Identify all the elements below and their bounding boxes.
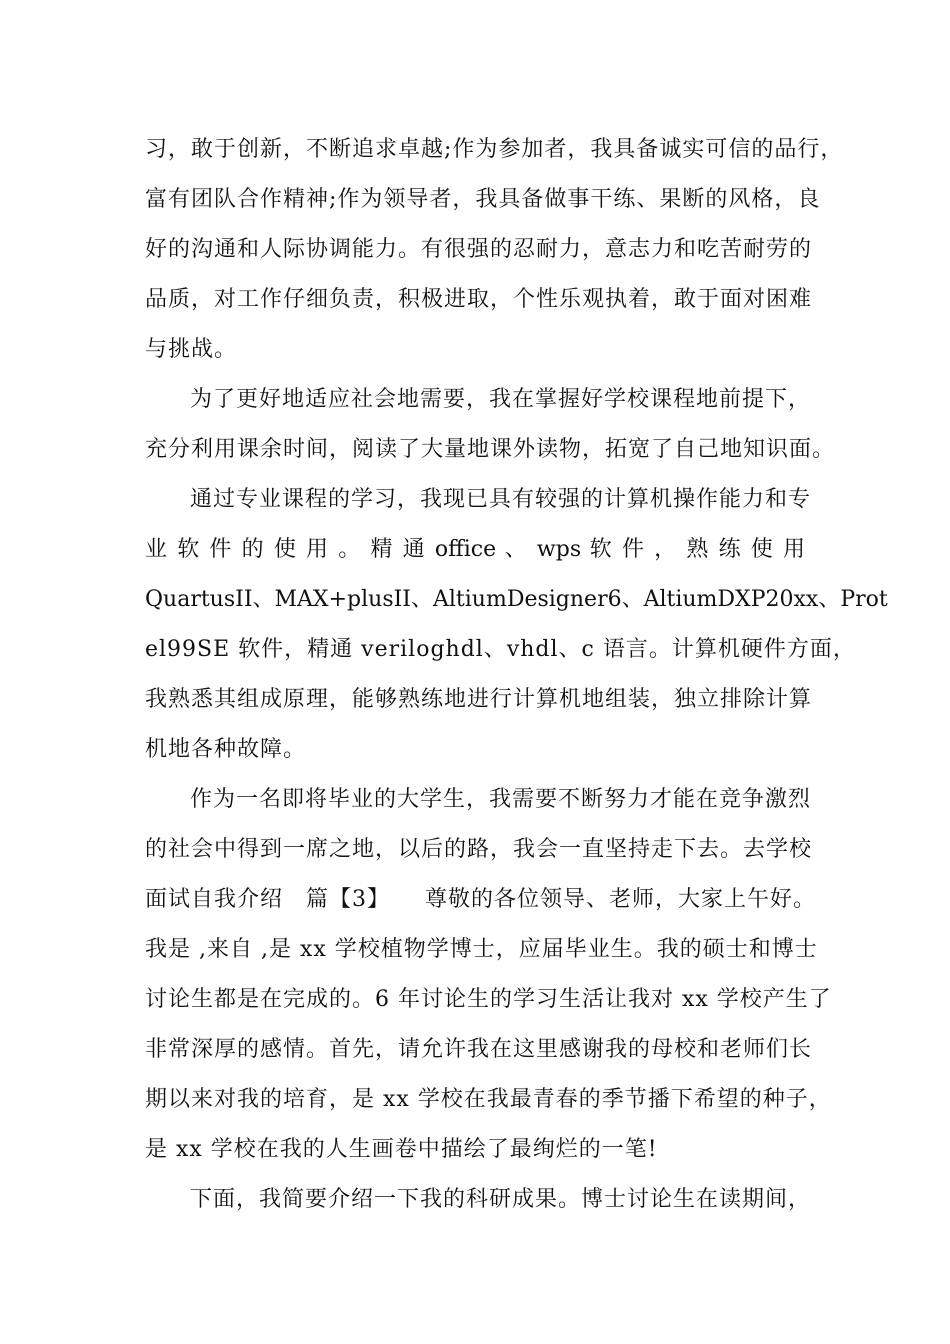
text-line: 我熟悉其组成原理，能够熟练地进行计算机地组装，独立排除计算	[145, 687, 813, 712]
text-line: 与挑战。	[145, 337, 238, 362]
text-line: 充分利用课余时间，阅读了大量地课外读物，拓宽了自己地知识面。	[145, 437, 836, 462]
text-line: QuartusII、MAX+plusII、AltiumDesigner6、AltiumDXP20xx、Prot	[145, 587, 888, 612]
text-line: 习，敢于创新，不断追求卓越;作为参加者，我具备诚实可信的品行，	[145, 137, 844, 162]
text-line: 我是 ,来自 ,是 xx 学校植物学博士，应届毕业生。我的硕士和博士	[145, 937, 818, 962]
text-line: 是 xx 学校在我的人生画卷中描绘了最绚烂的一笔!	[145, 1137, 658, 1162]
text-line: 讨论生都是在完成的。6 年讨论生的学习生活让我对 xx 学校产生了	[145, 987, 832, 1012]
text-line: 好的沟通和人际协调能力。有很强的忍耐力，意志力和吃苦耐劳的	[145, 237, 813, 262]
text-line: el99SE 软件，精通 veriloghdl、vhdl、c 语言。计算机硬件方面，	[145, 637, 856, 662]
text-line: 非常深厚的感情。首先，请允许我在这里感谢我的母校和老师们长	[145, 1037, 813, 1062]
paragraph-start-line: 下面，我简要介绍一下我的科研成果。博士讨论生在读期间，	[190, 1187, 812, 1212]
text-line: 机地各种故障。	[145, 737, 307, 762]
text-line: 期以来对我的培育，是 xx 学校在我最青春的季节播下希望的种子，	[145, 1087, 832, 1112]
text-line: 富有团队合作精神;作为领导者，我具备做事干练、果断的风格，良	[145, 187, 821, 212]
text-line: 的社会中得到一席之地，以后的路，我会一直坚持走下去。去学校	[145, 837, 813, 862]
text-line: 品质，对工作仔细负责，积极进取，个性乐观执着，敢于面对困难	[145, 287, 813, 312]
paragraph-start-line: 为了更好地适应社会地需要，我在掌握好学校课程地前提下，	[190, 387, 812, 412]
text-line: 业 软 件 的 使 用 。 精 通 office 、 wps 软 件 ， 熟 练 使 用	[145, 537, 805, 562]
paragraph-start-line: 通过专业课程的学习，我现已具有较强的计算机操作能力和专	[190, 487, 812, 512]
text-line: 面试自我介绍 篇【3】 尊敬的各位领导、老师，大家上午好。	[145, 887, 816, 912]
paragraph-start-line: 作为一名即将毕业的大学生，我需要不断努力才能在竞争激烈	[190, 787, 812, 812]
